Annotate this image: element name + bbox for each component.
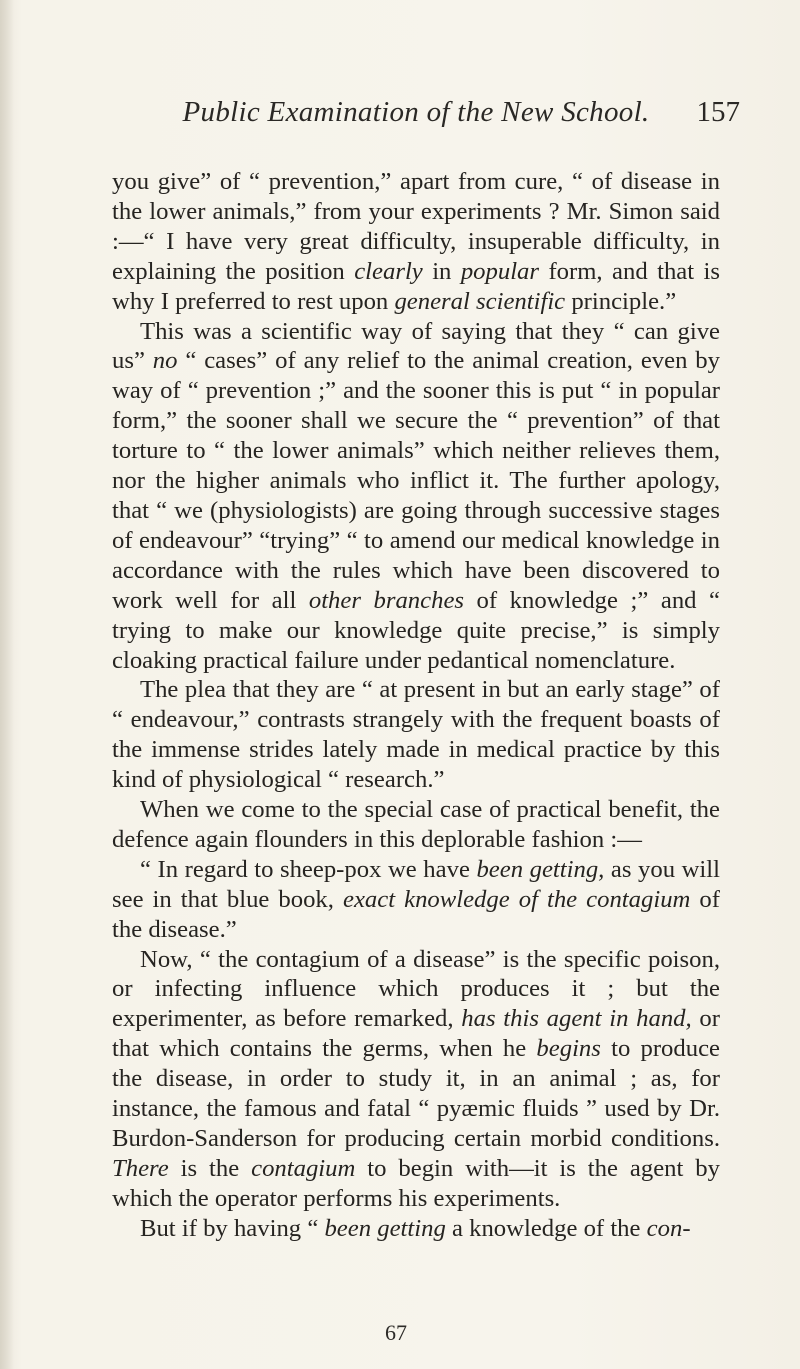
italic-text: popular bbox=[460, 257, 540, 285]
italic-text: clearly bbox=[354, 257, 423, 285]
text-run: When we come to the special case of practical benefit, the defence again flounders in this deplorable fashion :— bbox=[112, 796, 720, 853]
text-run: as you will see in that blue book, bbox=[112, 855, 720, 913]
paragraph bbox=[112, 675, 720, 795]
text-run: to begin with—it is the agent by which the operator performs his experiments. bbox=[112, 1154, 720, 1212]
text-run: “ In regard to sheep-pox we have bbox=[140, 855, 477, 883]
text-run: of knowledge ;” and “ trying to make our knowledge quite precise,” is simply cloaking practical failure under pedantical nomenclature. bbox=[112, 586, 721, 674]
text-run: Now, “ the contagium of a disease” is the specific poison, or infecting influence which produces it ; but the experimenter, as before remarked, bbox=[112, 945, 720, 1033]
text-run: form, and that is why I preferred to rest upon bbox=[112, 257, 721, 315]
paragraph bbox=[112, 795, 720, 855]
text-run: in bbox=[422, 257, 461, 285]
paragraph bbox=[112, 855, 720, 945]
text-run: a knowledge of the bbox=[445, 1214, 647, 1242]
text-run: is the bbox=[168, 1154, 252, 1182]
text-run: The plea that they are “ at present in but an early stage” of “ endeavour,” contrasts strangely with the frequent boasts of the immense strides lately made in medical practice by this kind of physiological “ research.” bbox=[112, 676, 720, 794]
paragraph bbox=[112, 945, 720, 1214]
italic-text: general scientific bbox=[394, 287, 566, 315]
body-text bbox=[112, 167, 720, 1244]
italic-text: exact knowledge of the contagium bbox=[343, 885, 691, 913]
italic-text: con- bbox=[646, 1214, 691, 1242]
paragraph bbox=[112, 167, 720, 317]
italic-text: no bbox=[152, 347, 178, 375]
paragraph bbox=[112, 1214, 720, 1244]
binding-shadow bbox=[0, 0, 14, 1369]
italic-text: begins bbox=[536, 1035, 601, 1063]
text-run: of the disease.” bbox=[112, 885, 720, 943]
running-title: Public Examination of the New School. bbox=[182, 96, 650, 128]
text-run: you give” of “ prevention,” apart from cure, “ of disease in the lower animals,” from your experiments ? Mr. Simon said :—“ I have very great difficulty, insuperable difficulty, in explaining the position bbox=[112, 168, 720, 285]
page-number: 157 bbox=[696, 96, 740, 128]
page-header bbox=[100, 96, 740, 136]
italic-text: been getting, bbox=[476, 855, 605, 883]
signature-mark: 67 bbox=[385, 1320, 407, 1345]
text-run: “ cases” of any relief to the animal creation, even by way of “ prevention ;” and the sooner this is put “ in popular form,” the sooner shall we secure the “ prevention” of that torture to “ the lower animals” which neither relieves them, nor the higher animals who inflict it. The further apology, that “ we (physiologists) are going through successive stages of endeavour” “trying” “ to amend our medical knowledge in accordance with the rules which have been discovered to work well for all bbox=[112, 347, 720, 614]
italic-text: other branches bbox=[308, 586, 465, 614]
italic-text: There bbox=[112, 1154, 169, 1182]
text-run: principle.” bbox=[565, 287, 677, 315]
italic-text: has this agent in hand, bbox=[461, 1005, 692, 1033]
italic-text: contagium bbox=[251, 1154, 356, 1182]
paragraph bbox=[112, 317, 720, 676]
text-run: This was a scientific way of saying that they “ can give us” bbox=[112, 317, 720, 375]
text-run: to produce the disease, in order to study it, in an animal ; as, for instance, the famous and fatal “ pyæmic fluids ” used by Dr. Burdon-Sanderson for producing certain morbid conditions. bbox=[112, 1035, 720, 1152]
text-run: or that which contains the germs, when he bbox=[112, 1005, 720, 1063]
italic-text: been getting bbox=[324, 1214, 446, 1242]
text-run: But if by having “ bbox=[140, 1214, 325, 1242]
